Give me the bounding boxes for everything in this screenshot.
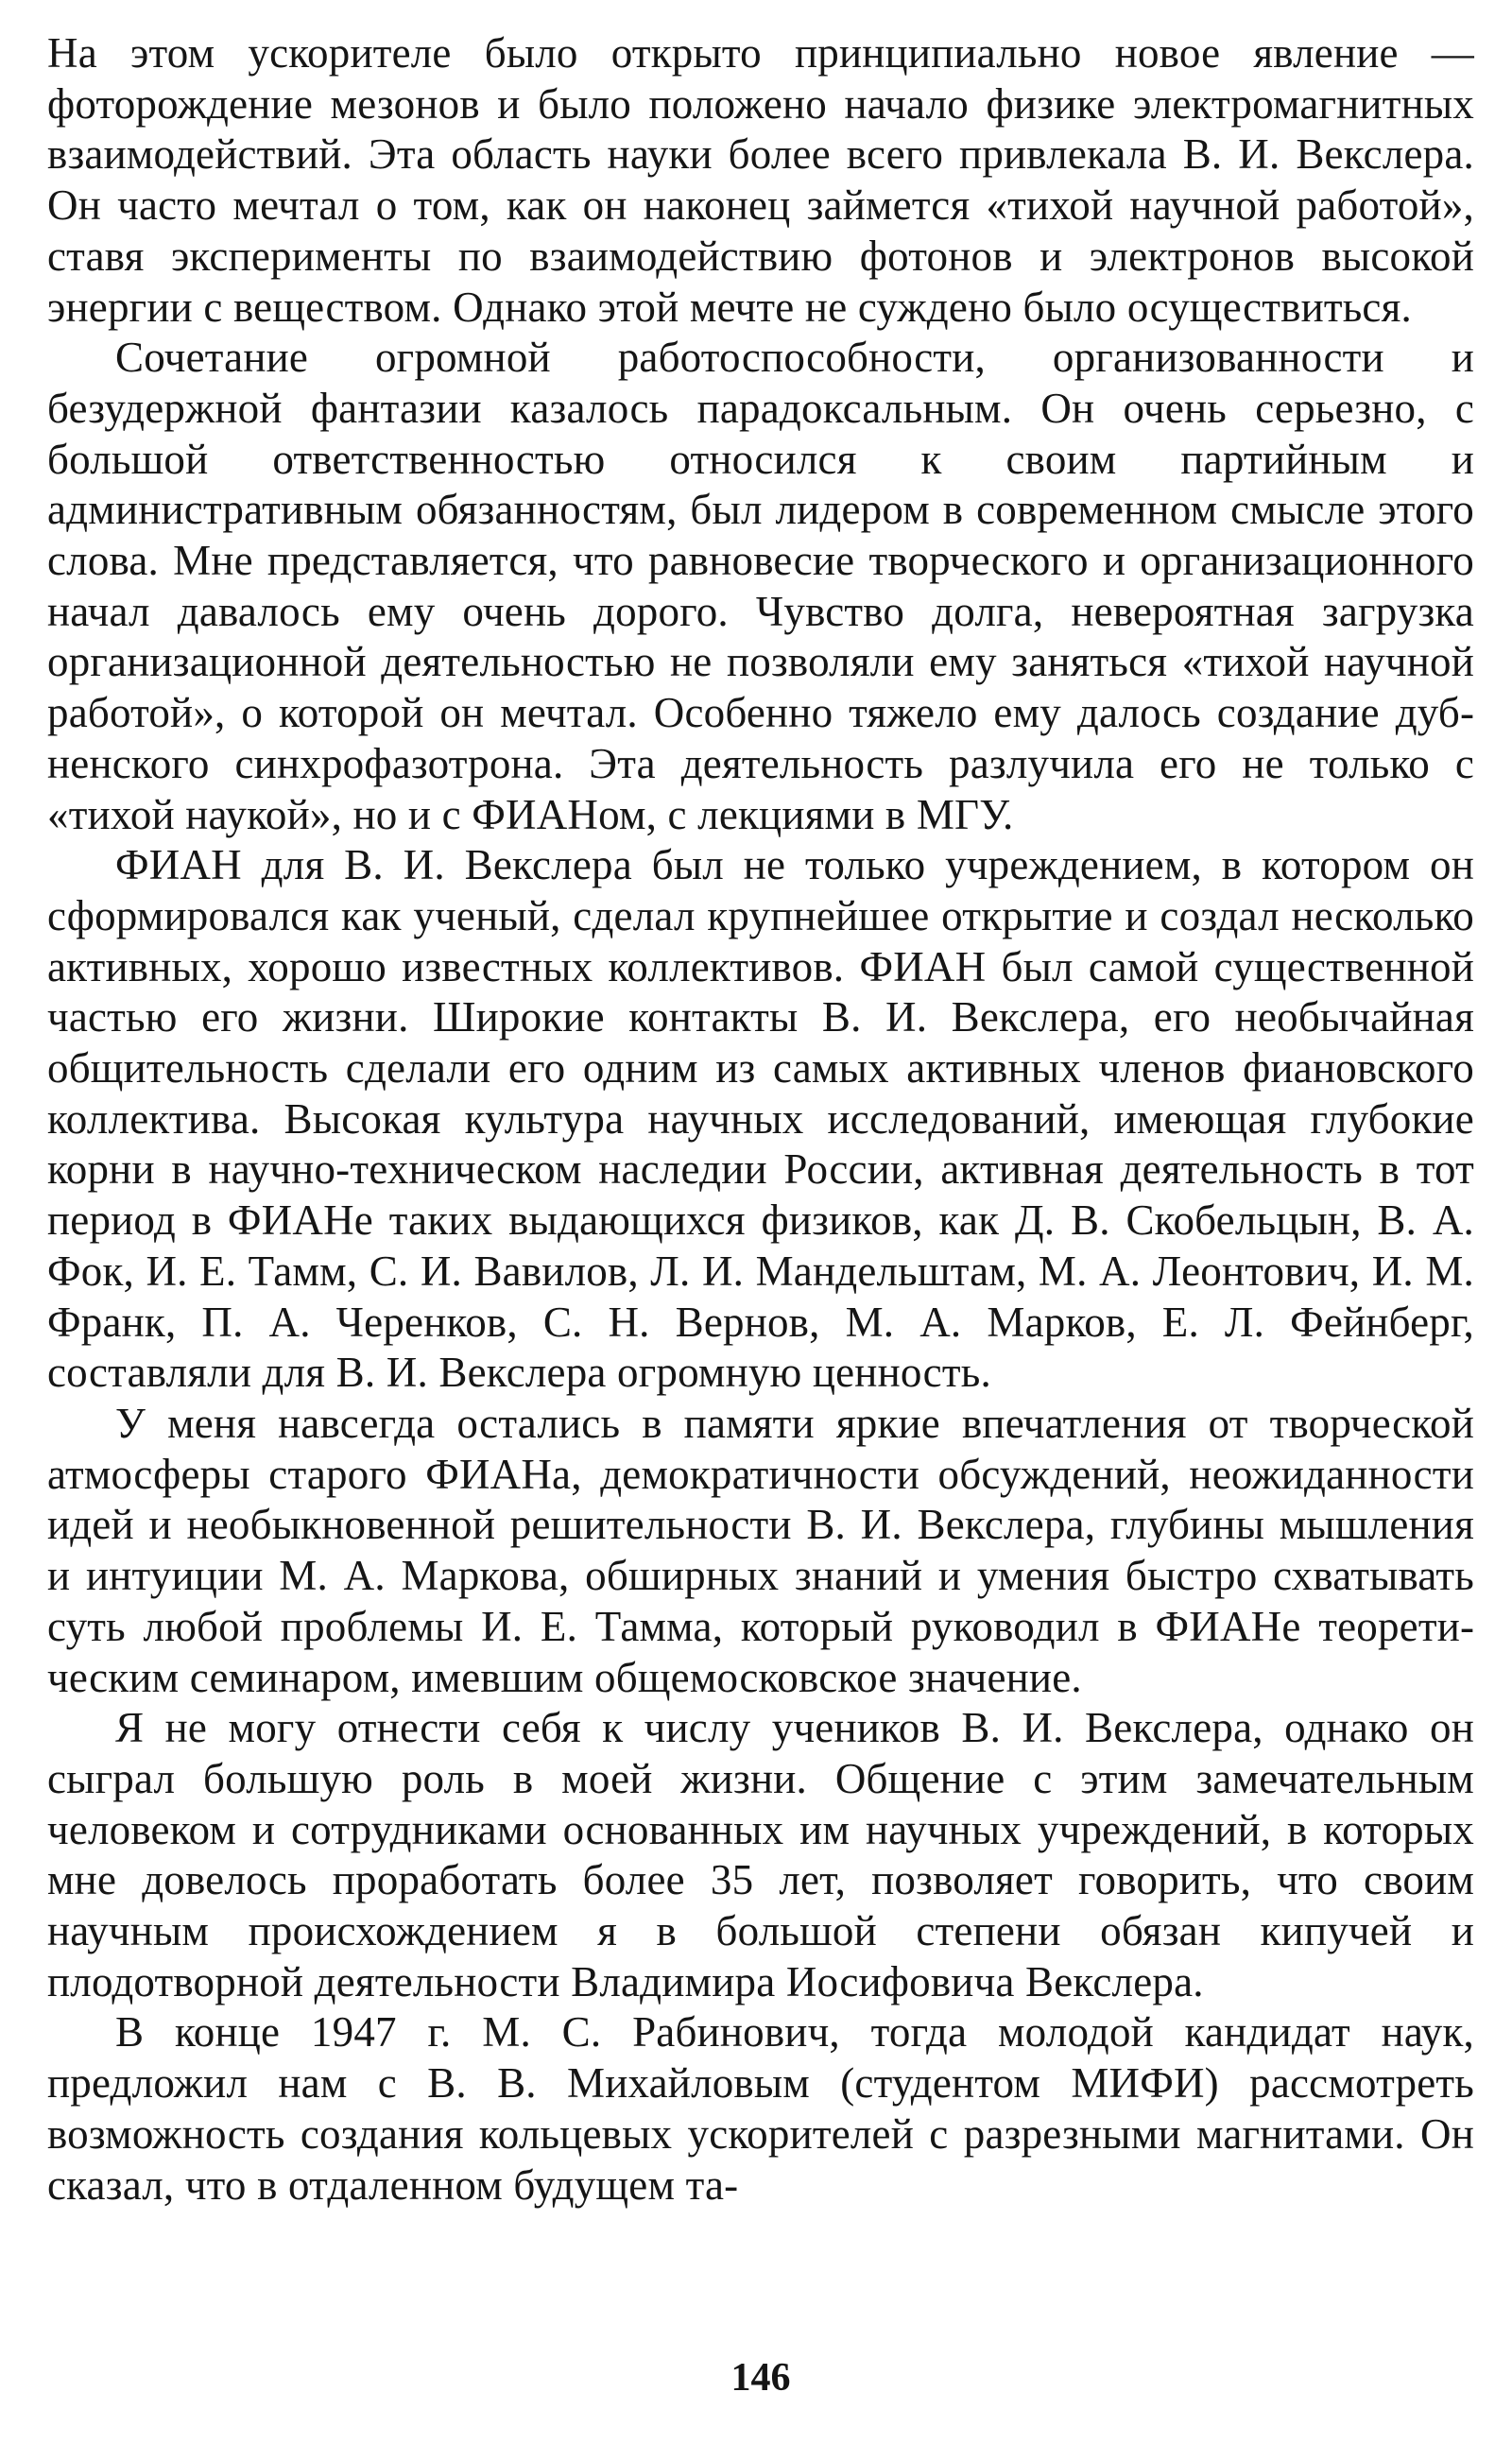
page-number: 146 (730, 2356, 791, 2400)
paragraph: Сочетание огромной работоспособности, организованности и безудержной фантазии казалось парадоксальным. Он очень серьезно, с большой ответственностью относился к своим партийным и административным обязанностям, был лидером в современном смысле этого слова. Мне представляется, что равновесие творческого и организационного начал давалось ему очень дорого. Чувство долга, невероятная загрузка организационной деятельностью не позволяли ему заняться «тихой научной работой», о которой он мечтал. Особенно тяжело ему далось создание дубненского синхрофазотрона. Эта деятельность разлучила его не только с «тихой наукой», но и с ФИАНом, с лекциями в МГУ. (47, 334, 1474, 838)
book-page (47, 28, 1474, 2429)
body-text (47, 28, 1474, 2211)
paragraph: На этом ускорителе было открыто принципиально новое явление — фоторождение мезонов и было положено начало физике электромагнитных взаимодействий. Эта область науки более всего привлекала В. И. Векслера. Он часто мечтал о том, как он наконец займется «тихой научной работой», ставя эксперименты по взаимодействию фотонов и электронов высокой энергии с веществом. Однако этой мечте не суждено было осуществиться. (47, 29, 1474, 331)
paragraph: Я не могу отнести себя к числу учеников В. И. Векслера, однако он сыграл большую роль в моей жизни. Общение с этим замечательным человеком и сотрудниками основанных им научных учреждений, в которых мне довелось проработать более 35 лет, позволяет говорить, что своим научным происхождением я в большой степени обязан кипучей и плодотворной деятельности Владимира Иосифовича Векслера. (47, 1704, 1474, 2005)
paragraph: В конце 1947 г. М. С. Рабинович, тогда молодой кандидат наук, предложил нам с В. В. Михайловым (студентом МИФИ) рассмотреть возможность создания кольцевых ускорителей с разрезными магнитами. Он сказал, что в отдаленном будущем та- (47, 2008, 1474, 2209)
paragraph: У меня навсегда остались в памяти яркие впечатления от творческой атмосферы старого ФИАНа, демократичности обсуждений, неожиданности идей и необыкновенной решительности В. И. Векслера, глубины мышления и интуиции М. А. Маркова, обширных знаний и умения быстро схватывать суть любой проблемы И. Е. Тамма, который руководил в ФИАНе теоретическим семинаром, имевшим общемосковское значение. (47, 1399, 1474, 1701)
paragraph: ФИАН для В. И. Векслера был не только учреждением, в котором он сформировался как ученый, сделал крупнейшее открытие и создал несколько активных, хорошо известных коллективов. ФИАН был самой существенной частью его жизни. Широкие контакты В. И. Векслера, его необычайная общительность сделали его одним из самых активных членов фиановского коллектива. Высокая культура научных исследований, имеющая глубокие корни в научно-техническом наследии России, активная деятельность в тот период в ФИАНе таких выдающихся физиков, как Д. В. Скобельцын, В. А. Фок, И. Е. Тамм, С. И. Вавилов, Л. И. Мандельштам, М. А. Леонтович, И. М. Франк, П. А. Черенков, С. Н. Вернов, М. А. Марков, Е. Л. Фейнберг, составляли для В. И. Векслера огромную ценность. (47, 841, 1474, 1397)
